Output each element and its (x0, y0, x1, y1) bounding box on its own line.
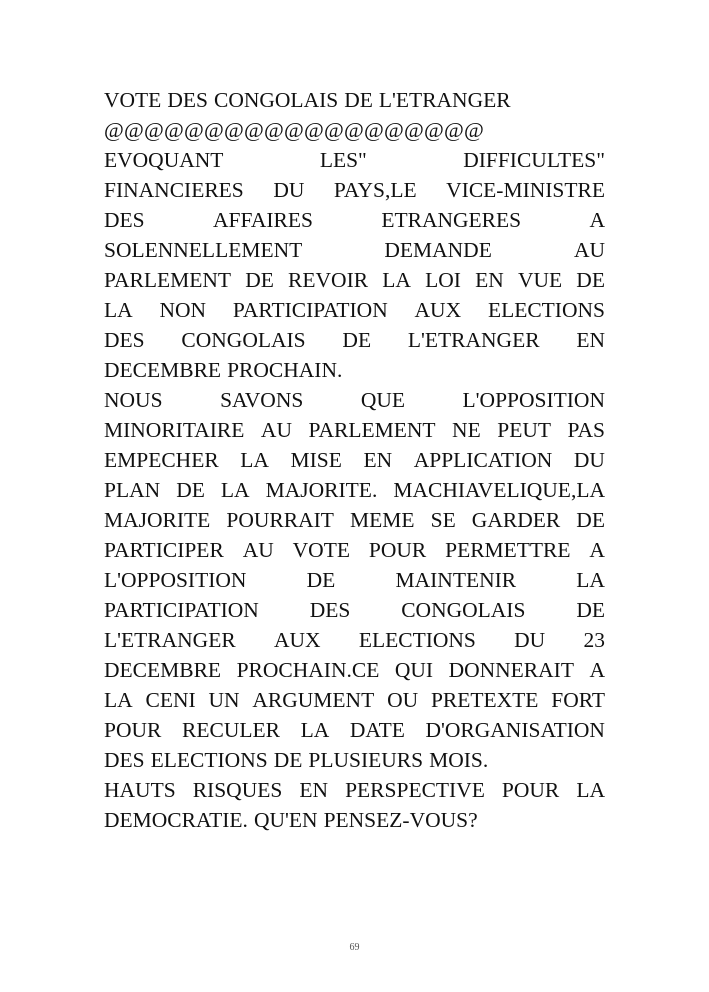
word: DES (104, 328, 145, 352)
word: DE (176, 478, 205, 502)
word: LES" (319, 148, 367, 172)
text-line (104, 325, 605, 355)
word: EN (363, 448, 393, 472)
word: LOI (425, 268, 461, 292)
word: ETRANGERES (381, 208, 522, 232)
word: MOIS. (429, 748, 489, 772)
word: DECEMBRE (104, 658, 222, 682)
text-line (104, 445, 605, 475)
word: HAUTS (104, 778, 176, 802)
word: APPLICATION (413, 448, 553, 472)
word: PLUSIEURS (308, 748, 424, 772)
word: DE (306, 568, 336, 592)
word: NON (159, 298, 207, 322)
word: DEMANDE (384, 238, 492, 262)
word: PENSEZ-VOUS? (323, 808, 478, 832)
word: DATE (349, 718, 405, 742)
word: MINORITAIRE (104, 418, 245, 442)
word: PARLEMENT (308, 418, 436, 442)
word: DU (573, 448, 605, 472)
word: PEUT (497, 418, 551, 442)
word: @@@@@@@@@@@@@@@@@@@ (104, 118, 484, 142)
word: CENI (145, 688, 196, 712)
word: AFFAIRES (213, 208, 313, 232)
word: POUR (501, 778, 560, 802)
page-number: 69 (349, 942, 360, 953)
word: LA (104, 688, 133, 712)
text-line (104, 265, 605, 295)
word: 23 (583, 628, 605, 652)
text-line (104, 535, 605, 565)
word: DE (576, 598, 605, 622)
word: MEME (350, 508, 415, 532)
text-line (104, 655, 605, 685)
word: SOLENNELLEMENT (104, 238, 303, 262)
word: GARDER (471, 508, 561, 532)
text-line (104, 745, 605, 775)
word: ELECTIONS (150, 748, 268, 772)
word: POUR (104, 718, 162, 742)
body-text (104, 85, 605, 835)
word: UN (208, 688, 240, 712)
word: DE (245, 268, 274, 292)
word: PAYS,LE (333, 178, 417, 202)
word: DES (104, 208, 145, 232)
word: EN (299, 778, 329, 802)
word: FORT (551, 688, 605, 712)
word: ELECTIONS (487, 298, 605, 322)
word: EMPECHER (104, 448, 219, 472)
word: LA (300, 718, 330, 742)
word: AU (242, 538, 274, 562)
text-line (104, 505, 605, 535)
word: DES (167, 88, 208, 112)
word: ARGUMENT (252, 688, 375, 712)
word: PROCHAIN.CE (236, 658, 380, 682)
word: VICE-MINISTRE (446, 178, 605, 202)
word: D'ORGANISATION (425, 718, 605, 742)
word: POUR (368, 538, 427, 562)
word: DE (576, 508, 605, 532)
word: LA (576, 568, 605, 592)
word: DONNERAIT (448, 658, 574, 682)
text-line (104, 415, 605, 445)
word: MAINTENIR (395, 568, 517, 592)
text-line (104, 685, 605, 715)
article-title (104, 85, 605, 115)
word: AU (573, 238, 605, 262)
word: MAJORITE. (265, 478, 378, 502)
word: A (589, 208, 605, 232)
word: AUX (414, 298, 462, 322)
word: EN (475, 268, 504, 292)
word: DIFFICULTES" (463, 148, 605, 172)
word: DU (273, 178, 305, 202)
word: DES (104, 748, 145, 772)
word: QUI (394, 658, 434, 682)
text-line (104, 595, 605, 625)
word: PROCHAIN. (227, 358, 343, 382)
word: PERSPECTIVE (345, 778, 485, 802)
word: AUX (273, 628, 321, 652)
word: MAJORITE (104, 508, 211, 532)
word: DE (342, 328, 372, 352)
word: LA (382, 268, 411, 292)
word: PARTICIPATION (232, 298, 388, 322)
text-line (104, 145, 605, 175)
word: QU'EN (253, 808, 318, 832)
text-line (104, 565, 605, 595)
word: VOTE (104, 88, 162, 112)
word: PARTICIPATION (104, 598, 259, 622)
word: DU (514, 628, 546, 652)
word: PRETEXTE (430, 688, 539, 712)
word: QUE (360, 388, 406, 412)
word: A (589, 538, 605, 562)
word: LA (576, 778, 605, 802)
text-line (104, 355, 605, 385)
word: DE (576, 268, 605, 292)
word: PAS (567, 418, 605, 442)
word: PLAN (104, 478, 161, 502)
word: LA (104, 298, 133, 322)
word: PERMETTRE (445, 538, 571, 562)
word: FINANCIERES (104, 178, 244, 202)
text-line (104, 385, 605, 415)
word: RISQUES (192, 778, 283, 802)
word: AU (260, 418, 292, 442)
word: LA (220, 478, 250, 502)
text-line (104, 475, 605, 505)
word: ELECTIONS (358, 628, 476, 652)
word: L'ETRANGER (407, 328, 540, 352)
separator-line (104, 115, 605, 145)
text-line (104, 295, 605, 325)
word: PARLEMENT (104, 268, 232, 292)
word: DEMOCRATIE. (104, 808, 248, 832)
word: SAVONS (220, 388, 304, 412)
text-line (104, 205, 605, 235)
word: DE (273, 748, 303, 772)
word: EN (576, 328, 605, 352)
word: OU (387, 688, 419, 712)
text-line (104, 775, 605, 805)
word: SE (430, 508, 456, 532)
word: L'ETRANGER (378, 88, 511, 112)
word: PARTICIPER (104, 538, 224, 562)
word: MACHIAVELIQUE,LA (393, 478, 605, 502)
word: RECULER (182, 718, 280, 742)
word: CONGOLAIS (401, 598, 526, 622)
word: DECEMBRE (104, 358, 222, 382)
word: CONGOLAIS (181, 328, 306, 352)
text-line (104, 715, 605, 745)
word: L'OPPOSITION (462, 388, 605, 412)
word: NOUS (104, 388, 163, 412)
word: L'OPPOSITION (104, 568, 247, 592)
text-line (104, 175, 605, 205)
text-line (104, 235, 605, 265)
word: DES (309, 598, 351, 622)
word: LA (240, 448, 269, 472)
word: DE (344, 88, 373, 112)
word: L'ETRANGER (104, 628, 236, 652)
text-line (104, 625, 605, 655)
word: REVOIR (288, 268, 369, 292)
word: VUE (517, 268, 563, 292)
word: NE (452, 418, 481, 442)
word: EVOQUANT (104, 148, 224, 172)
word: A (589, 658, 605, 682)
word: POURRAIT (226, 508, 334, 532)
word: MISE (290, 448, 342, 472)
word: CONGOLAIS (213, 88, 339, 112)
text-line (104, 805, 605, 835)
word: VOTE (292, 538, 350, 562)
